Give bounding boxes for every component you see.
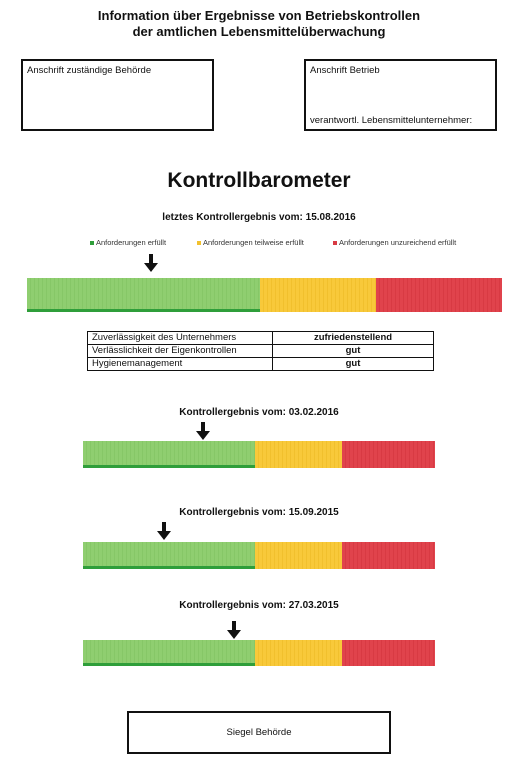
rating-cell: gut [273,345,434,358]
table-row [88,345,434,358]
barometer-green-segment [83,640,255,666]
business-address-label: Anschrift Betrieb [310,65,380,76]
legend-item-partially [197,238,304,247]
previous-barometer-3 [83,640,435,666]
down-arrow-icon [144,254,158,272]
table-row [88,332,434,345]
table-row [88,358,434,371]
latest-barometer [27,278,502,312]
barometer-green-segment [27,278,260,312]
barometer-heading: Kontrollbarometer [167,169,351,192]
authority-address-label: Anschrift zuständige Behörde [27,65,152,76]
latest-arrow [144,254,158,277]
previous-barometer-2 [83,542,435,569]
authority-seal-box [127,711,391,754]
legend-label-partially: Anforderungen teilweise erfüllt [203,238,304,247]
authority-address-box [21,59,214,131]
legend-swatch-yellow [197,241,201,245]
barometer-red-segment [342,640,435,666]
rating-cell: zufriedenstellend [273,332,434,345]
latest-result-label: letztes Kontrollergebnis vom: 15.08.2016 [162,212,356,223]
legend-label-fulfilled: Anforderungen erfüllt [96,238,167,247]
barometer-green-segment [83,542,255,569]
barometer-red-segment [342,441,435,468]
barometer-red-segment [342,542,435,569]
rating-cell: gut [273,358,434,371]
barometer-yellow-segment [255,441,341,468]
barometer-yellow-segment [255,542,341,569]
legend-label-insufficient: Anforderungen unzureichend erfüllt [339,238,457,247]
barometer-green-segment [83,441,255,468]
previous-result-label-1: Kontrollergebnis vom: 03.02.2016 [179,407,339,418]
previous-barometer-1 [83,441,435,468]
legend-swatch-red [333,241,337,245]
criterion-cell: Hygienemanagement [88,358,273,371]
criterion-cell: Verlässlichkeit der Eigenkontrollen [88,345,273,358]
legend-item-fulfilled [90,238,166,247]
down-arrow-icon [157,522,171,540]
legend-swatch-green [90,241,94,245]
previous-result-label-3: Kontrollergebnis vom: 27.03.2015 [179,600,339,611]
down-arrow-icon [196,422,210,440]
business-address-box [304,59,497,131]
down-arrow-icon [227,621,241,639]
operator-label: verantwortl. Lebensmittelunternehmer: [310,115,473,126]
seal-label: Siegel Behörde [226,727,292,738]
barometer-yellow-segment [255,640,341,666]
barometer-yellow-segment [260,278,376,312]
assessment-table [87,331,434,371]
barometer-red-segment [376,278,502,312]
document-title-line-2: der amtlichen Lebensmittelüberwachung [132,24,386,39]
criterion-cell: Zuverlässigkeit des Unternehmers [88,332,273,345]
previous-result-label-2: Kontrollergebnis vom: 15.09.2015 [179,507,339,518]
legend-item-insufficient [333,238,456,247]
document-title-line-1: Information über Ergebnisse von Betriebskontrollen [97,8,421,23]
